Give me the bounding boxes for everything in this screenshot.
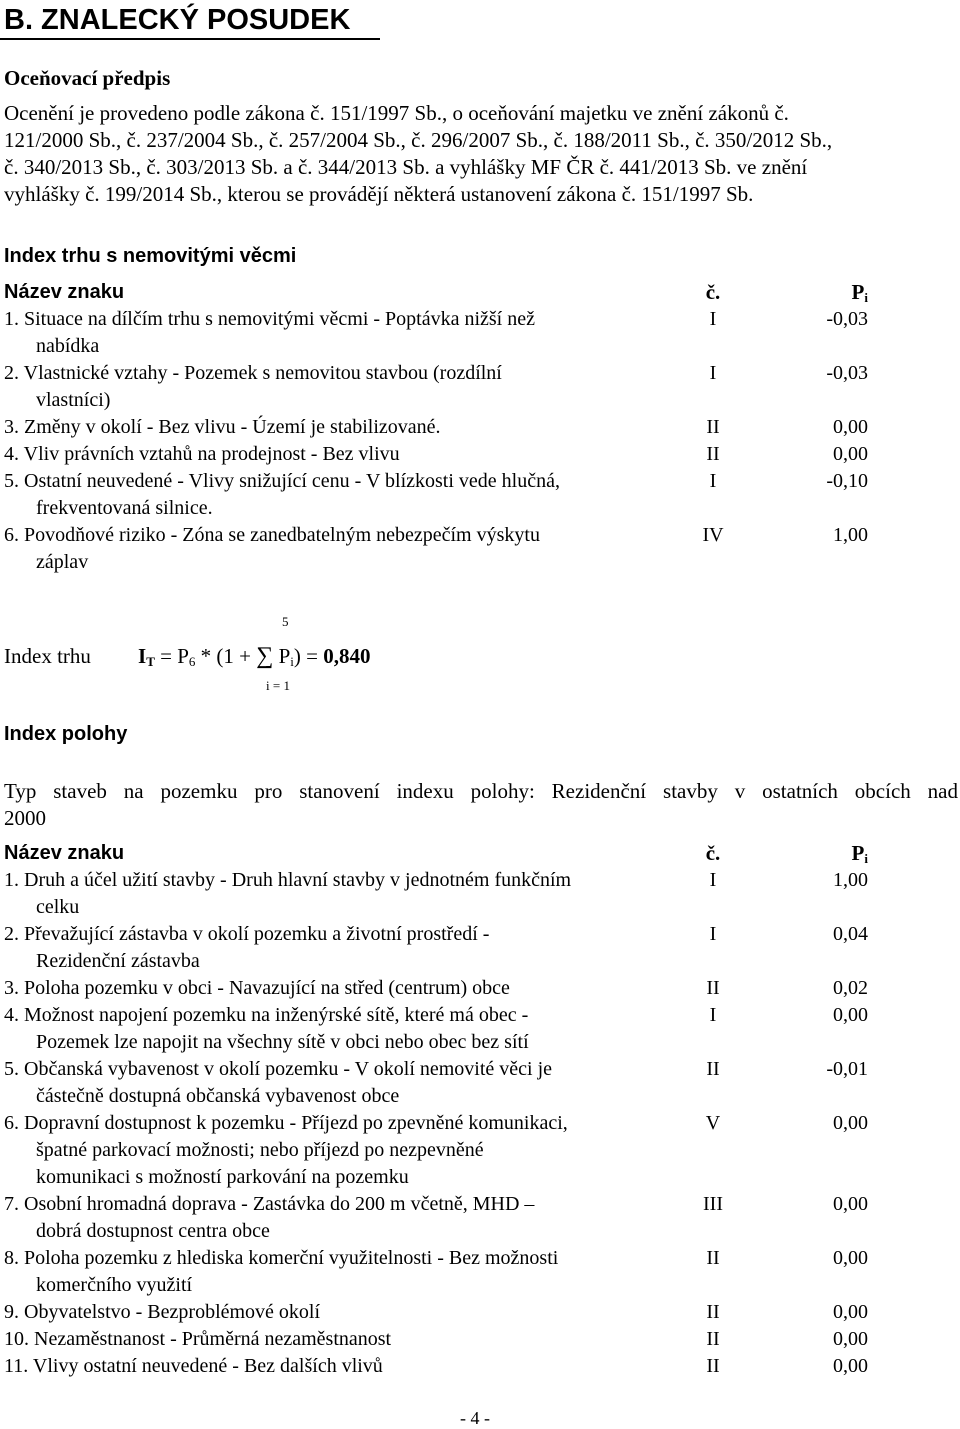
row-line: 8. Poloha pozemku z hlediska komerční využitelnosti - Bez možnosti bbox=[4, 1247, 559, 1269]
title-underline bbox=[0, 38, 380, 40]
valuation-line-1: Ocenění je provedeno podle zákona č. 151/1997 Sb., o oceňování majetku ve znění zákonů č. bbox=[4, 101, 789, 125]
row-line: 6. Povodňové riziko - Zóna se zanedbatelným nebezpečím výskytu bbox=[4, 524, 540, 546]
row-line: frekventovaná silnice. bbox=[36, 497, 213, 519]
row-value: -0,03 bbox=[826, 308, 868, 330]
row-value: 1,00 bbox=[833, 524, 868, 546]
row-value: 0,02 bbox=[833, 977, 868, 999]
row-line: 2. Převažující zástavba v okolí pozemku a životní prostředí - bbox=[4, 923, 490, 945]
row-class: II bbox=[706, 977, 720, 999]
row-line: 5. Občanská vybavenost v okolí pozemku - V okolí nemovité věci je bbox=[4, 1058, 553, 1080]
row-line: 4. Vliv právních vztahů na prodejnost - Bez vlivu bbox=[4, 443, 400, 465]
sigma-upper-limit: 5 bbox=[282, 614, 289, 629]
row-value: -0,01 bbox=[826, 1058, 868, 1080]
row-class: II bbox=[706, 1301, 720, 1323]
row-value: 0,00 bbox=[833, 1301, 868, 1323]
table-row bbox=[4, 1110, 676, 1191]
document-title: B. ZNALECKÝ POSUDEK bbox=[4, 4, 351, 36]
valuation-line-4: vyhlášky č. 199/2014 Sb., kterou se provádějí některá ustanovení zákona č. 151/1997 Sb. bbox=[4, 182, 754, 206]
row-line: komerčního využití bbox=[36, 1274, 193, 1296]
row-line: 1. Situace na dílčím trhu s nemovitými věcmi - Poptávka nižší než bbox=[4, 308, 535, 330]
market-col-p: $P_i$ bbox=[851, 280, 868, 305]
table-row bbox=[4, 468, 676, 522]
formula-label: Index trhu bbox=[4, 644, 91, 668]
location-intro-line-1: Typ staveb na pozemku pro stanovení indexu polohy: Rezidenční stavby v ostatních obcích nad bbox=[4, 779, 958, 803]
table-row bbox=[4, 1191, 676, 1245]
market-index-formula: $I_T = P_6 * (1$ + ∑ $P_i) = 0,840$ bbox=[138, 643, 371, 669]
table-row bbox=[4, 1326, 676, 1353]
row-value: 0,00 bbox=[833, 1112, 868, 1134]
row-value: 0,04 bbox=[833, 923, 868, 945]
table-row bbox=[4, 975, 676, 1002]
row-value: 0,00 bbox=[833, 443, 868, 465]
table-row bbox=[4, 1056, 676, 1110]
row-class: I bbox=[709, 923, 717, 945]
row-line: 7. Osobní hromadná doprava - Zastávka do 200 m včetně, MHD – bbox=[4, 1193, 535, 1215]
table-row bbox=[4, 414, 676, 441]
row-class: I bbox=[709, 308, 717, 330]
row-line: komunikaci s možností parkování na pozemku bbox=[36, 1166, 409, 1188]
formula-result: 0,840 bbox=[323, 644, 371, 668]
row-line: špatné parkovací možnosti; nebo příjezd po nezpevněné bbox=[36, 1139, 484, 1161]
row-class: II bbox=[706, 443, 720, 465]
row-class: IV bbox=[702, 524, 724, 546]
page-number: - 4 - bbox=[460, 1408, 490, 1428]
row-value: 1,00 bbox=[833, 869, 868, 891]
row-class: II bbox=[706, 1058, 720, 1080]
row-line: celku bbox=[36, 896, 80, 918]
row-line: Rezidenční zástavba bbox=[36, 950, 200, 972]
row-value: 0,00 bbox=[833, 1328, 868, 1350]
market-index-heading: Index trhu s nemovitými věcmi bbox=[4, 245, 297, 267]
row-class: V bbox=[705, 1112, 721, 1134]
table-row bbox=[4, 1245, 676, 1299]
row-line: dobrá dostupnost centra obce bbox=[36, 1220, 270, 1242]
row-line: Pozemek lze napojit na všechny sítě v obci nebo obec bez sítí bbox=[36, 1031, 529, 1053]
table-row bbox=[4, 867, 676, 921]
market-col-name: Název znaku bbox=[4, 281, 125, 303]
table-row bbox=[4, 1002, 676, 1056]
row-line: 5. Ostatní neuvedené - Vlivy snižující cenu - V blízkosti vede hlučná, bbox=[4, 470, 560, 492]
location-col-number: č. bbox=[705, 841, 721, 865]
row-line: 2. Vlastnické vztahy - Pozemek s nemovitou stavbou (rozdílní bbox=[4, 362, 502, 384]
row-line: záplav bbox=[36, 551, 89, 573]
row-value: -0,10 bbox=[826, 470, 868, 492]
row-line: 11. Vlivy ostatní neuvedené - Bez dalších vlivů bbox=[4, 1355, 383, 1377]
row-class: III bbox=[703, 1193, 723, 1215]
row-line: 6. Dopravní dostupnost k pozemku - Příjezd po zpevněné komunikaci, bbox=[4, 1112, 568, 1134]
row-line: 10. Nezaměstnanost - Průměrná nezaměstnanost bbox=[4, 1328, 392, 1350]
table-row bbox=[4, 921, 676, 975]
row-class: I bbox=[709, 869, 717, 891]
row-class: I bbox=[709, 470, 717, 492]
row-line: částečně dostupná občanská vybavenost obce bbox=[36, 1085, 400, 1107]
row-value: -0,03 bbox=[826, 362, 868, 384]
table-row bbox=[4, 1299, 676, 1326]
location-intro-line-2: 2000 bbox=[4, 806, 46, 830]
location-col-name: Název znaku bbox=[4, 842, 125, 864]
row-line: 9. Obyvatelstvo - Bezproblémové okolí bbox=[4, 1301, 321, 1323]
row-class: I bbox=[709, 362, 717, 384]
row-value: 0,00 bbox=[833, 1247, 868, 1269]
row-line: nabídka bbox=[36, 335, 100, 357]
row-line: vlastníci) bbox=[36, 389, 111, 411]
valuation-line-3: č. 340/2013 Sb., č. 303/2013 Sb. a č. 344/2013 Sb. a vyhlášky MF ČR č. 441/2013 Sb. ve znění bbox=[4, 155, 808, 179]
table-row bbox=[4, 522, 676, 576]
valuation-line-2: 121/2000 Sb., č. 237/2004 Sb., č. 257/2004 Sb., č. 296/2007 Sb., č. 188/2011 Sb., č. 350/2012 Sb., bbox=[4, 128, 833, 152]
row-line: 1. Druh a účel užití stavby - Druh hlavní stavby v jednotném funkčním bbox=[4, 869, 572, 891]
row-class: I bbox=[709, 1004, 717, 1026]
row-class: II bbox=[706, 416, 720, 438]
table-row bbox=[4, 306, 676, 360]
table-row bbox=[4, 1353, 676, 1380]
table-row bbox=[4, 441, 676, 468]
row-class: II bbox=[706, 1247, 720, 1269]
row-value: 0,00 bbox=[833, 1193, 868, 1215]
row-class: II bbox=[706, 1355, 720, 1377]
row-line: 3. Změny v okolí - Bez vlivu - Území je stabilizované. bbox=[4, 416, 441, 438]
row-value: 0,00 bbox=[833, 1004, 868, 1026]
table-row bbox=[4, 360, 676, 414]
row-value: 0,00 bbox=[833, 416, 868, 438]
sigma-lower-limit: i = 1 bbox=[266, 678, 290, 693]
sigma-symbol: ∑ bbox=[256, 643, 274, 669]
row-line: 4. Možnost napojení pozemku na inženýrské sítě, které má obec - bbox=[4, 1004, 529, 1026]
row-value: 0,00 bbox=[833, 1355, 868, 1377]
market-col-number: č. bbox=[705, 280, 721, 304]
location-index-heading: Index polohy bbox=[4, 723, 128, 745]
valuation-heading: Oceňovací předpis bbox=[4, 66, 171, 90]
row-class: II bbox=[706, 1328, 720, 1350]
location-col-p: $P_i$ bbox=[851, 841, 868, 866]
row-line: 3. Poloha pozemku v obci - Navazující na střed (centrum) obce bbox=[4, 977, 510, 999]
